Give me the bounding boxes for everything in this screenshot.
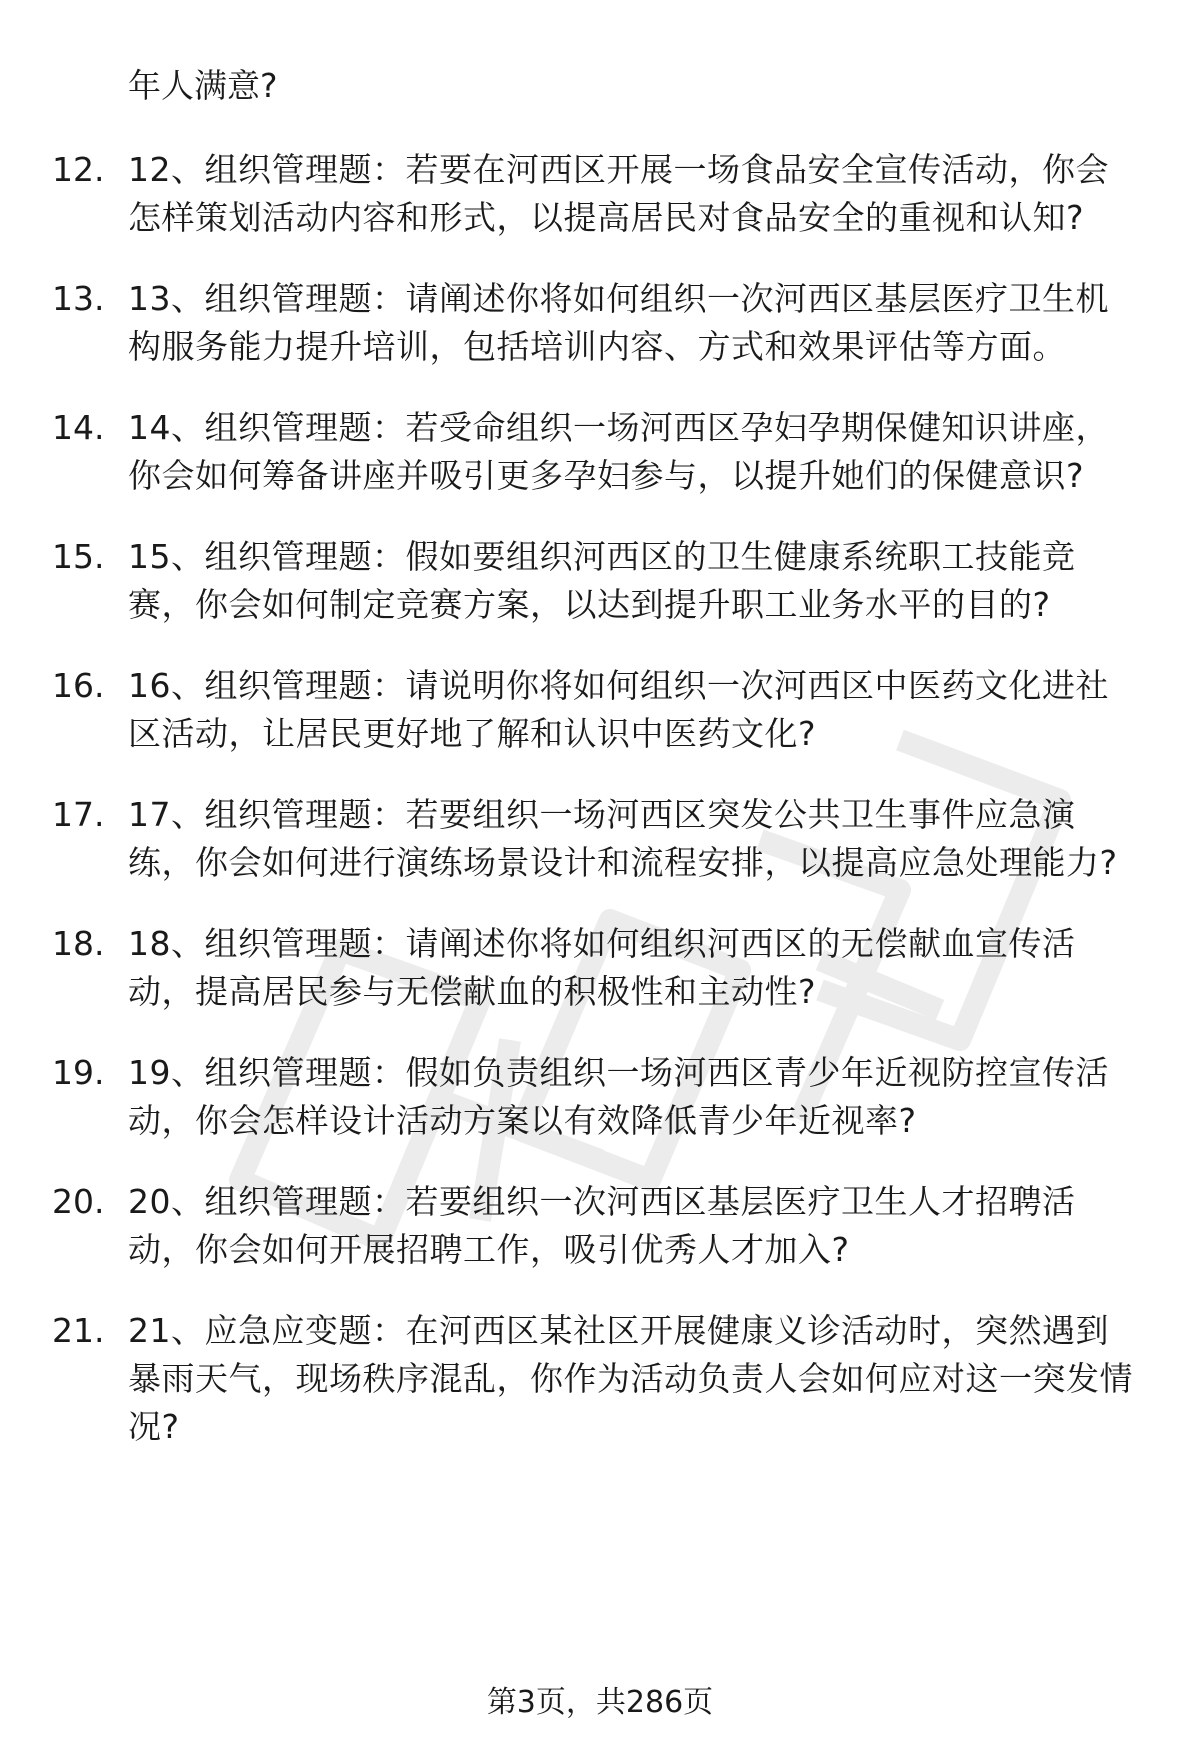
list-item	[0, 791, 1200, 887]
question-number: 17.	[52, 795, 105, 834]
page-footer: 第3页，共286页	[486, 1685, 714, 1720]
question-number: 14.	[52, 408, 105, 447]
list-item	[0, 146, 1200, 242]
question-number: 18.	[52, 924, 105, 963]
list-item	[0, 1307, 1200, 1451]
question-text: 14、组织管理题：若受命组织一场河西区孕妇孕期保健知识讲座，你会如何筹备讲座并吸引更多孕妇参与，以提升她们的保健意识?	[128, 408, 1109, 495]
list-item	[0, 1178, 1200, 1274]
question-text: 18、组织管理题：请阐述你将如何组织河西区的无偿献血宣传活动，提高居民参与无偿献血的积极性和主动性?	[128, 924, 1076, 1011]
list-item	[0, 275, 1200, 371]
question-text: 15、组织管理题：假如要组织河西区的卫生健康系统职工技能竞赛，你会如何制定竞赛方案，以达到提升职工业务水平的目的?	[128, 537, 1076, 624]
question-number: 20.	[52, 1182, 105, 1221]
question-list	[0, 146, 1200, 1484]
question-number: 16.	[52, 666, 105, 705]
question-text: 12、组织管理题：若要在河西区开展一场食品安全宣传活动，你会怎样策划活动内容和形式，以提高居民对食品安全的重视和认知?	[128, 150, 1109, 237]
question-text: 19、组织管理题：假如负责组织一场河西区青少年近视防控宣传活动，你会怎样设计活动方案以有效降低青少年近视率?	[128, 1053, 1109, 1140]
question-number: 21.	[52, 1311, 105, 1350]
continuation-text: 年人满意?	[128, 66, 278, 105]
question-text: 20、组织管理题：若要组织一次河西区基层医疗卫生人才招聘活动，你会如何开展招聘工作，吸引优秀人才加入?	[128, 1182, 1076, 1269]
question-text: 16、组织管理题：请说明你将如何组织一次河西区中医药文化进社区活动，让居民更好地了解和认识中医药文化?	[128, 666, 1109, 753]
list-item	[0, 404, 1200, 500]
list-item	[0, 662, 1200, 758]
question-number: 19.	[52, 1053, 105, 1092]
question-number: 15.	[52, 537, 105, 576]
list-item	[0, 1049, 1200, 1145]
question-text: 13、组织管理题：请阐述你将如何组织一次河西区基层医疗卫生机构服务能力提升培训，包括培训内容、方式和效果评估等方面。	[128, 279, 1109, 366]
question-number: 13.	[52, 279, 105, 318]
question-text: 17、组织管理题：若要组织一场河西区突发公共卫生事件应急演练，你会如何进行演练场景设计和流程安排，以提高应急处理能力?	[128, 795, 1118, 882]
question-number: 12.	[52, 150, 105, 189]
list-item	[0, 920, 1200, 1016]
question-text: 21、应急应变题：在河西区某社区开展健康义诊活动时，突然遇到暴雨天气，现场秩序混乱，你作为活动负责人会如何应对这一突发情况?	[128, 1311, 1133, 1446]
list-item	[0, 533, 1200, 629]
